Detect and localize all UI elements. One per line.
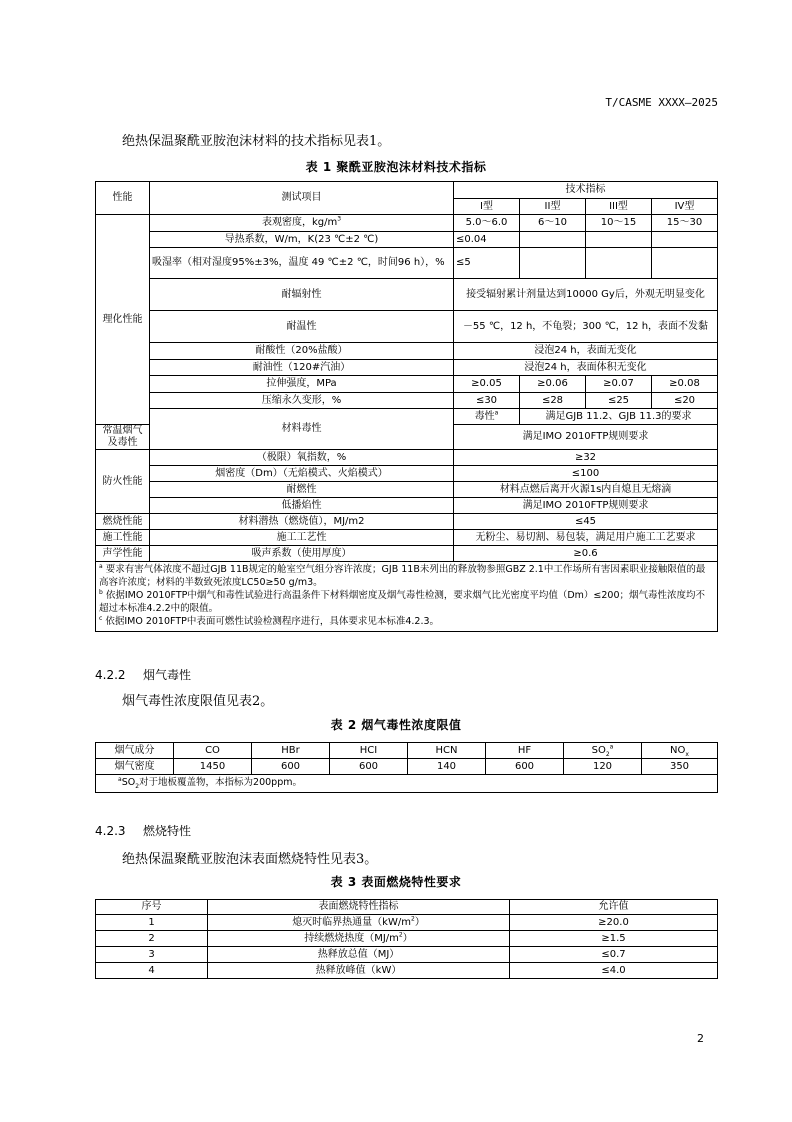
flame-resistance-value: 材料点燃后离开火源1s内自熄且无熔滴: [454, 482, 718, 498]
gas-hci: HCI: [330, 743, 408, 759]
table1-notes: [96, 562, 718, 632]
header-performance: 性能: [96, 182, 150, 215]
sound-absorption-item: 吸声系数（使用厚度）: [150, 546, 454, 562]
sound-absorption-value: ≥0.6: [454, 546, 718, 562]
section-4-2-3-heading: 4.2.3 燃烧特性: [95, 824, 192, 838]
latent-heat-value: ≤45: [454, 514, 718, 530]
category-fire: 防火性能: [96, 450, 150, 514]
category-toxicity: 材料毒性: [150, 409, 454, 450]
row-4-item: 热释放峰值（kW）: [208, 963, 510, 979]
thermal-conductivity-value: ≤0.04: [454, 232, 520, 248]
oxygen-index-value: ≥32: [454, 450, 718, 466]
gas-hcn: HCN: [408, 743, 486, 759]
gas-co: CO: [174, 743, 252, 759]
flame-spread-item: 低播焰性: [150, 498, 454, 514]
smoke-density-item: 烟密度（Dm）（无焰模式、火焰模式）: [150, 466, 454, 482]
row-2-item: 持续燃烧热度$(MJ/m^2)$: [208, 931, 510, 947]
value-hf: 600: [486, 759, 564, 775]
compression-type-2: ≤28: [520, 393, 586, 409]
moisture-absorption-value: ≤5: [454, 248, 520, 279]
toxicity-value: 满足GJB 11.2、GJB 11.3的要求: [520, 409, 718, 425]
process-value: 无粉尘、易切割、易包装，满足用户施工工艺要求: [454, 530, 718, 546]
table1-caption: 表 1 聚酰亚胺泡沫材料技术指标: [305, 160, 487, 174]
room-temp-smoke-value: 满足IMO 2010FTP规则要求: [454, 425, 718, 450]
table2-smoke-toxicity: [95, 742, 718, 793]
smoke-density-value: ≤100: [454, 466, 718, 482]
row-1-item: 熄灭时临界热通量$(kW/m^2)$: [208, 915, 510, 931]
oxygen-index-item: （极限）氧指数，%: [150, 450, 454, 466]
oil-resistance-value: 浸泡24 h，表面体积无变化: [454, 360, 718, 376]
radiation-resistance-value: 接受辐射累计剂量达到10000 Gy后，外观无明显变化: [454, 279, 718, 311]
value-nox: 350: [642, 759, 718, 775]
tensile-type-1: ≥0.05: [454, 376, 520, 393]
compression-type-3: ≤25: [586, 393, 652, 409]
category-combustion: 燃烧性能: [96, 514, 150, 530]
header-type-1: I型: [454, 199, 520, 215]
table2-intro: 烟气毒性浓度限值见表2。: [122, 694, 274, 709]
oil-resistance-item: 耐油性（120#汽油）: [150, 360, 454, 376]
temperature-resistance-item: 耐温性: [150, 311, 454, 343]
process-item: 施工工艺性: [150, 530, 454, 546]
category-physicochemical: 理化性能: [96, 215, 150, 425]
gas-label: 烟气成分: [96, 743, 174, 759]
table3-intro: 绝热保温聚酰亚胺泡沫表面燃烧特性见表3。: [122, 852, 378, 867]
table1-tech-specs: [95, 181, 718, 632]
toxicity-item: 毒性$^a$: [454, 409, 520, 425]
gas-hf: HF: [486, 743, 564, 759]
header-type-3: III型: [586, 199, 652, 215]
acid-resistance-value: 浸泡24 h，表面无变化: [454, 343, 718, 360]
density-item: 表观密度，$kg/m^3$: [150, 215, 454, 232]
row-3-item: 热释放总值（MJ）: [208, 947, 510, 963]
header-type-2: II型: [520, 199, 586, 215]
compression-type-4: ≤20: [652, 393, 718, 409]
gas-so2: $SO_2^a$: [564, 743, 642, 759]
density-type-3: 10～15: [586, 215, 652, 232]
category-acoustic: 声学性能: [96, 546, 150, 562]
density-type-4: 15～30: [652, 215, 718, 232]
tensile-strength-item: 拉伸强度，MPa: [150, 376, 454, 393]
header-tech-index: 技术指标: [454, 182, 718, 199]
row-3-no: 3: [96, 947, 208, 963]
acid-resistance-item: 耐酸性（20%盐酸）: [150, 343, 454, 360]
density-type-2: 6～10: [520, 215, 586, 232]
table3-surface-combustion: [95, 899, 718, 979]
table2-caption: 表 2 烟气毒性浓度限值: [330, 718, 462, 732]
page-number: 2: [697, 1032, 704, 1045]
table1-intro: 绝热保温聚酰亚胺泡沫材料的技术指标见表1。: [122, 134, 391, 149]
table3-caption: 表 3 表面燃烧特性要求: [330, 875, 462, 889]
note-b: $^b$ 依据IMO 2010FTP中烟气和毒性试验进行高温条件下材料烟密度及烟气毒性检测，要求烟气比光密度平均值（Dm）≤200；烟气毒性浓度均不超过本标准4.2.2中的限值。: [99, 588, 706, 614]
tensile-type-2: ≥0.06: [520, 376, 586, 393]
standard-code: T/CASME XXXX—2025: [605, 96, 718, 109]
row-2-value: ≥1.5: [510, 931, 718, 947]
gas-nox: $NO_x$: [642, 743, 718, 759]
row-4-no: 4: [96, 963, 208, 979]
row-1-no: 1: [96, 915, 208, 931]
row-4-value: ≤4.0: [510, 963, 718, 979]
thermal-conductivity-item: 导热系数，W/m，K(23 ℃±2 ℃): [150, 232, 454, 248]
flame-spread-value: 满足IMO 2010FTP规则要求: [454, 498, 718, 514]
value-co: 1450: [174, 759, 252, 775]
tensile-type-3: ≥0.07: [586, 376, 652, 393]
value-so2: 120: [564, 759, 642, 775]
gas-hbr: HBr: [252, 743, 330, 759]
header-allowed: 允许值: [510, 900, 718, 915]
latent-heat-item: 材料潜热（燃烧值），MJ/m2: [150, 514, 454, 530]
flame-resistance-item: 耐燃性: [150, 482, 454, 498]
temperature-resistance-value: －55 ℃，12 h，不龟裂；300 ℃，12 h，表面不发黏: [454, 311, 718, 343]
room-temp-smoke-item: 常温烟气及毒性: [96, 425, 150, 450]
value-hbr: 600: [252, 759, 330, 775]
value-hcn: 140: [408, 759, 486, 775]
header-type-4: IV型: [652, 199, 718, 215]
row-2-no: 2: [96, 931, 208, 947]
note-c: $^c$ 依据IMO 2010FTP中表面可燃性试验检测程序进行，具体要求见本标准4.2.3。: [99, 614, 440, 627]
density-type-1: 5.0～6.0: [454, 215, 520, 232]
row-3-value: ≤0.7: [510, 947, 718, 963]
header-test-item: 测试项目: [150, 182, 454, 215]
radiation-resistance-item: 耐辐射性: [150, 279, 454, 311]
moisture-absorption-item: 吸湿率（相对湿度95%±3%，温度 49 ℃±2 ℃，时间96 h），%: [150, 248, 454, 279]
note-a: $^a$ 要求有害气体浓度不超过GJB 11B规定的舱室空气组分容许浓度；GJB 11B未列出的释放物参照GBZ 2.1中工作场所有害因素职业接触限值的最高容许浓度；材料的半数致死浓度LC50≥50 g/m3。: [99, 562, 706, 588]
header-serial: 序号: [96, 900, 208, 915]
section-4-2-2-heading: 4.2.2 烟气毒性: [95, 668, 192, 682]
density-label: 烟气密度: [96, 759, 174, 775]
compression-set-item: 压缩永久变形，%: [150, 393, 454, 409]
compression-type-1: ≤30: [454, 393, 520, 409]
row-1-value: ≥20.0: [510, 915, 718, 931]
category-construction: 施工性能: [96, 530, 150, 546]
tensile-type-4: ≥0.08: [652, 376, 718, 393]
value-hci: 600: [330, 759, 408, 775]
table2-note: $^aSO_2$对于地板覆盖物，本指标为200ppm。: [96, 775, 718, 793]
header-index: 表面燃烧特性指标: [208, 900, 510, 915]
